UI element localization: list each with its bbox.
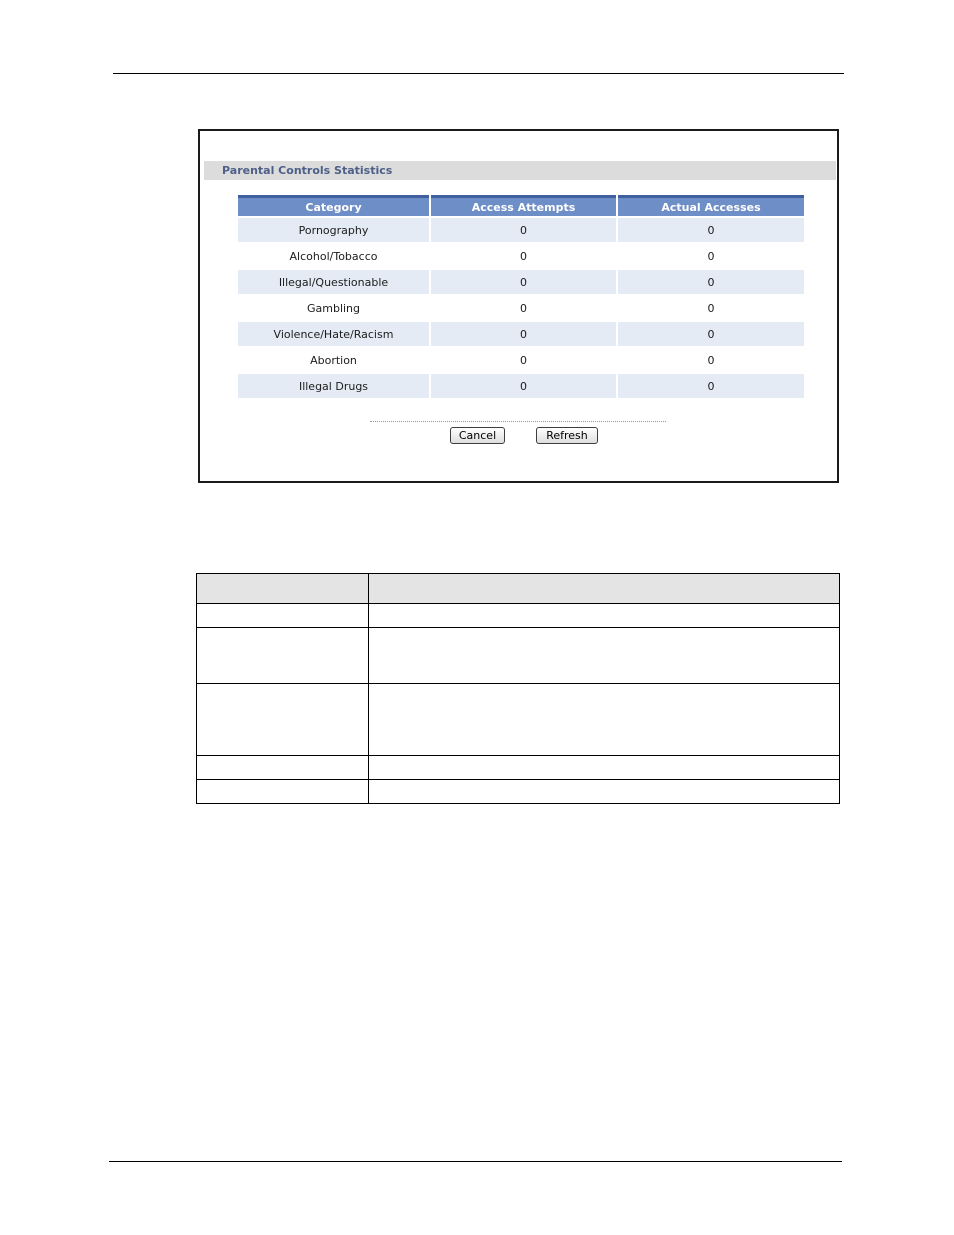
column-header-category: Category — [238, 195, 429, 216]
column-header-access-attempts: Access Attempts — [431, 195, 616, 216]
table-row — [197, 604, 840, 628]
label-cell — [197, 780, 369, 804]
refresh-button[interactable]: Refresh — [536, 427, 598, 444]
table-row — [238, 348, 804, 372]
attempts-cell: 0 — [431, 270, 616, 294]
table-row — [197, 628, 840, 684]
accesses-cell: 0 — [618, 244, 804, 268]
panel-title: Parental Controls Statistics — [204, 161, 836, 180]
attempts-cell: 0 — [431, 322, 616, 346]
label-cell — [197, 684, 369, 756]
category-cell: Gambling — [238, 296, 429, 320]
table-row — [238, 374, 804, 398]
table-header-row — [238, 195, 804, 216]
button-divider — [370, 421, 666, 422]
description-header-row — [197, 574, 840, 604]
label-header-cell — [197, 574, 369, 604]
table-row — [238, 322, 804, 346]
footer-rule — [109, 1161, 842, 1162]
accesses-cell: 0 — [618, 296, 804, 320]
cancel-button[interactable]: Cancel — [450, 427, 505, 444]
table-row — [238, 244, 804, 268]
label-cell — [197, 604, 369, 628]
category-cell: Illegal Drugs — [238, 374, 429, 398]
label-cell — [197, 628, 369, 684]
accesses-cell: 0 — [618, 348, 804, 372]
attempts-cell: 0 — [431, 348, 616, 372]
description-cell — [369, 756, 840, 780]
header-rule — [113, 73, 844, 74]
accesses-cell: 0 — [618, 270, 804, 294]
description-cell — [369, 684, 840, 756]
attempts-cell: 0 — [431, 296, 616, 320]
label-cell — [197, 756, 369, 780]
category-cell: Abortion — [238, 348, 429, 372]
column-header-actual-accesses: Actual Accesses — [618, 195, 804, 216]
category-cell: Violence/Hate/Racism — [238, 322, 429, 346]
table-row — [238, 218, 804, 242]
table-row — [238, 270, 804, 294]
parental-controls-screenshot — [198, 129, 839, 483]
description-cell — [369, 628, 840, 684]
description-header-cell — [369, 574, 840, 604]
accesses-cell: 0 — [618, 322, 804, 346]
category-cell: Alcohol/Tobacco — [238, 244, 429, 268]
attempts-cell: 0 — [431, 218, 616, 242]
accesses-cell: 0 — [618, 218, 804, 242]
attempts-cell: 0 — [431, 374, 616, 398]
field-description-table — [196, 573, 840, 804]
category-cell: Illegal/Questionable — [238, 270, 429, 294]
table-row — [238, 296, 804, 320]
description-cell — [369, 780, 840, 804]
table-row — [197, 684, 840, 756]
accesses-cell: 0 — [618, 374, 804, 398]
attempts-cell: 0 — [431, 244, 616, 268]
statistics-table — [236, 193, 806, 400]
table-row — [197, 780, 840, 804]
category-cell: Pornography — [238, 218, 429, 242]
table-row — [197, 756, 840, 780]
description-cell — [369, 604, 840, 628]
